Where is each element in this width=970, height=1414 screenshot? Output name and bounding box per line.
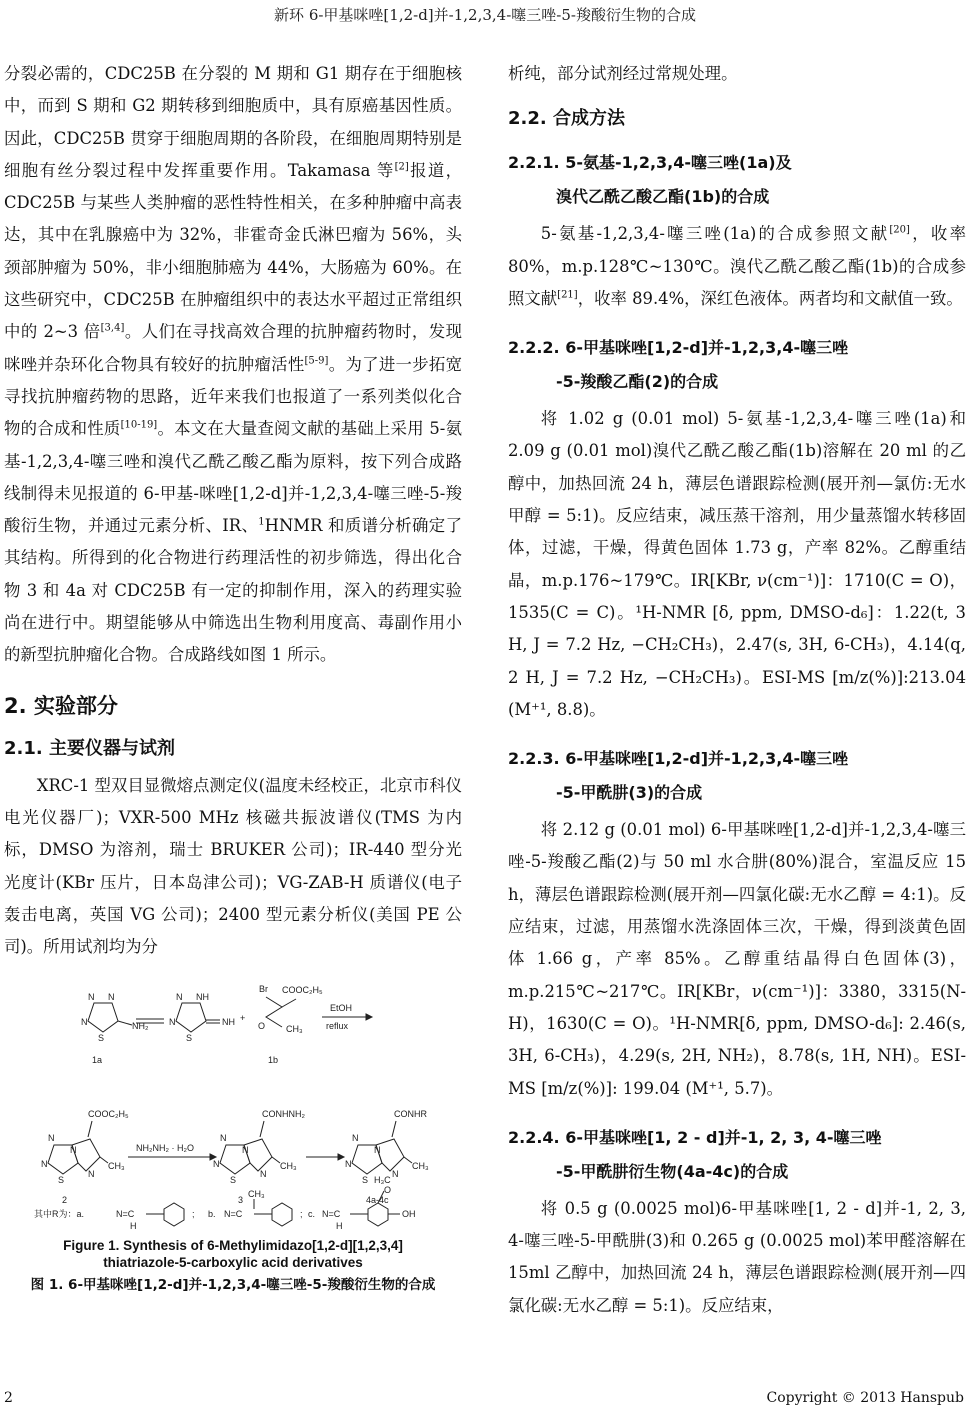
svg-text:S: S [58, 1175, 65, 1186]
svg-text:CONHNH₂: CONHNH₂ [262, 1109, 305, 1120]
citation-21: [21] [557, 289, 578, 301]
svg-text:N: N [88, 1169, 95, 1180]
svg-text:H: H [336, 1221, 343, 1232]
svg-text:CH₃: CH₃ [108, 1161, 125, 1172]
citation-5-9: [5-9] [304, 355, 329, 367]
svg-text:N=C: N=C [322, 1209, 341, 1220]
svg-text:CH₃: CH₃ [248, 1189, 265, 1200]
svg-text:N=C: N=C [116, 1209, 135, 1220]
svg-text:N: N [213, 1159, 220, 1170]
svg-text:;: ; [300, 1209, 303, 1220]
svg-text:N: N [220, 1133, 227, 1144]
svg-text:N: N [169, 1017, 176, 1028]
section-2-2-3-heading: 2.2.3. 6-甲基咪唑[1,2-d]并-1,2,3,4-噻三唑 -5-甲酰肼(3)的合成 [508, 749, 849, 803]
reaction-scheme-diagram [4, 977, 462, 1237]
svg-text:N: N [88, 992, 95, 1003]
svg-text:OH: OH [402, 1209, 416, 1220]
intro-paragraph: 分裂必需的，CDC25B 在分裂的 M 期和 G1 期存在于细胞核中，而到 S 期和 G2 期转移到细胞质中，具有原癌基因性质。因此，CDC25B 贯穿于细胞周期的各阶段，在细胞周期特别是细胞有丝分裂过程中发挥重要作用。Takamasa 等[2]报道，CDC25B 与某些人类肿瘤的恶性特性相关，在多种肿瘤中高表达，其中在乳腺癌中为 32%，非霍奇金氏淋巴瘤为 56%，头颈部肿瘤为 50%，非小细胞肺癌为 44%，大肠癌为 60%。在这些研究中，CDC25B 在肿瘤组织中的表达水平超过正常组织中的 2~3 倍[3,4]。人们在寻找高效合理的抗肿瘤药物时，发现咪唑并杂环化合物具有较好的抗肿瘤活性[5-9]。为了进一步拓宽寻找抗肿瘤药物的思路，近年来我们也报道了一系列类似化合物的合成和性质[10-19]。本文在大量查阅文献的基础上采用 5-氨基-1,2,3,4-噻三唑和溴代乙酰乙酸乙酯为原料，按下列合成路线制得未见报道的 6-甲基-咪唑[1,2-d]并-1,2,3,4-噻三唑-5-羧酸衍生物，并通过元素分析、IR、$^1$HNMR 和质谱分析确定了其结构。所得到的化合物进行药理活性的初步筛选，得出化合物 3 和 4a 对 CDC25B 有一定的抑制作用，深入的药理实验尚在进行中。期望能够从中筛选出生物利用度高、毒副作用小的新型抗肿瘤化合物。合成路线如图 1 所示。 [4, 64, 463, 665]
svg-text:Br: Br [259, 984, 268, 995]
figure-caption-english: Figure 1. Synthesis of 6-Methylimidazo[1,2-d][1,2,3,4] thiatriazole-5-carboxylic acid derivatives [63, 1238, 403, 1271]
svg-text:N: N [392, 1169, 399, 1180]
section-2-2-4-paragraph: 将 0.5 g (0.0025 mol)6-甲基咪唑[1, 2 - d]并-1, 2, 3, 4-噻三唑-5-甲酰肼(3)和 0.265 g (0.0025 mol)苯甲醛溶解在 15ml 乙醇中，加热回流 24 h，薄层色谱跟踪检测(展开剂—四氯化碳:无水乙醇 = 5:1)。反应结束， [508, 1198, 966, 1315]
citation-2: [2] [394, 161, 409, 173]
svg-text:CH₃: CH₃ [412, 1161, 429, 1172]
section-2-2-1-heading: 2.2.1. 5-氨基-1,2,3,4-噻三唑(1a)及 溴代乙酰乙酸乙酯(1b)的合成 [508, 153, 792, 207]
right-column [508, 58, 966, 1322]
svg-text:NH₂: NH₂ [132, 1021, 149, 1032]
svg-text:CH₃: CH₃ [280, 1161, 297, 1172]
carryover-text: 析纯，部分试剂经过常规处理。 [508, 64, 738, 83]
svg-text:N: N [176, 992, 183, 1003]
condition-reflux: reflux [326, 1021, 349, 1032]
svg-text:H₃C: H₃C [374, 1175, 391, 1186]
svg-text:NH: NH [222, 1017, 235, 1028]
section-2-2-2-heading: 2.2.2. 6-甲基咪唑[1,2-d]并-1,2,3,4-噻三唑 -5-羧酸乙酯(2)的合成 [508, 338, 849, 392]
svg-text:b.: b. [208, 1209, 216, 1220]
label-4a-4c: 4a-4c [366, 1195, 389, 1206]
citation-3-4: [3,4] [100, 322, 125, 334]
svg-text:N=C: N=C [224, 1209, 243, 1220]
label-2: 2 [62, 1195, 68, 1206]
compound-1a-tautomer-ring [176, 1003, 206, 1032]
page-number: 2 [4, 1390, 13, 1406]
section-2-2-3-paragraph: 将 2.12 g (0.01 mol) 6-甲基咪唑[1,2-d]并-1,2,3,4-噻三唑-5-羧酸乙酯(2)与 50 ml 水合肼(80%)混合，室温反应 15 h，薄层色谱跟踪检测(展开剂—四氯化碳:无水乙醇 = 4:1)。反应结束，过滤，用蒸馏水洗涤固体三次，干燥，得到淡黄色固体 1.66 g，产率 85%。乙醇重结晶得白色固体(3)，m.p.215℃~217℃。IR[KBr，ν(cm⁻¹)]：3380，3315(N-H)，1630(C = O)。¹H-NMR[δ, ppm, DMSO-d₆]: 2.46(s, 3H, 6-CH₃)，4.29(s, 2H, NH₂)，8.78(s, 1H, NH)。ESI-MS [m/z(%)]: 199.04 (M⁺¹, 5.7)。 [508, 820, 966, 1098]
figure-caption-chinese: 图 1. 6-甲基咪唑[1,2-d]并-1,2,3,4-噻三唑-5-羧酸衍生物的合成 [30, 1277, 436, 1294]
svg-text:N: N [345, 1159, 352, 1170]
section-2-2-4-heading: 2.2.4. 6-甲基咪唑[1, 2 - d]并-1, 2, 3, 4-噻三唑 -5-甲酰肼衍生物(4a-4c)的合成 [508, 1127, 882, 1181]
svg-text:N: N [242, 1145, 249, 1156]
svg-text:CH₃: CH₃ [286, 1024, 303, 1035]
svg-text:+: + [240, 1013, 246, 1024]
svg-text:N: N [41, 1159, 48, 1170]
svg-text:N: N [374, 1145, 381, 1156]
section-2-2-2-paragraph: 将 1.02 g (0.01 mol) 5-氨基-1,2,3,4-噻三唑(1a)和 2.09 g (0.01 mol)溴代乙酰乙酸乙酯(1b)溶解在 20 ml 的乙醇中，加热回流 24 h，薄层色谱跟踪检测(展开剂—氯仿:无水甲醇 = 5:1)。反应结束，减压蒸干溶剂，用少量蒸馏水转移固体，过滤，干燥，得黄色固体 1.73 g，产率 82%。乙醇重结晶，m.p.176~179℃。IR[KBr, ν(cm⁻¹)]：1710(C = O)，1535(C = C)。¹H-NMR [δ, ppm, DMSO-d₆]：1.22(t, 3 H, J = 7.2 Hz, −CH₂CH₃)，2.47(s, 3H, 6-CH₃)，4.14(q, 2 H, J = 7.2 Hz, −CH₂CH₃)。ESI-MS [m/z(%)]:213.04 (M⁺¹, 8.8)。 [508, 409, 966, 719]
citation-10-19: [10-19] [120, 419, 158, 431]
benzene-ring-b [272, 1203, 292, 1226]
section-2-heading: 2. 实验部分 [4, 693, 118, 718]
figure-1-synthesis-scheme [4, 977, 462, 1307]
svg-text:N: N [260, 1169, 267, 1180]
instruments-paragraph: XRC-1 型双目显微熔点测定仪(温度未经校正，北京市科仪电光仪器厂)；VXR-500 MHz 核磁共振波谱仪(TMS 为内标，DMSO 为溶剂，瑞士 BRUKER 公司)；IR-440 型分光光度计(KBr 压片，日本岛津公司)；VG-ZAB-H 质谱仪(电子轰击电离，英国 VG 公司)；2400 型元素分析仪(美国 PE 公司)。所用试剂均为分 [4, 775, 462, 957]
reagent-hydrazine: NH₂NH₂ · H₂O [136, 1143, 194, 1154]
svg-text:;: ; [192, 1209, 195, 1220]
svg-text:CONHR: CONHR [394, 1109, 427, 1120]
svg-text:N: N [352, 1133, 359, 1144]
svg-text:S: S [362, 1175, 369, 1186]
label-1b: 1b [268, 1055, 279, 1066]
section-2-1-heading: 2.1. 主要仪器与试剂 [4, 737, 175, 759]
section-2-2-heading: 2.2. 合成方法 [508, 108, 625, 130]
svg-text:NH: NH [196, 992, 209, 1003]
left-column [4, 58, 462, 1307]
section-2-2-1-paragraph: 5-氨基-1,2,3,4-噻三唑(1a)的合成参照文献[20]，收率 80%，m.p.128℃~130℃。溴代乙酰乙酸乙酯(1b)的合成参照文献[21]，收率 89.4%，深红色液体。两者均和文献值一致。 [508, 224, 966, 308]
label-1a: 1a [92, 1055, 103, 1066]
svg-text:O: O [258, 1021, 266, 1032]
svg-text:N: N [81, 1017, 88, 1028]
copyright-notice: Copyright © 2013 Hanspub [766, 1390, 964, 1406]
svg-text:N: N [70, 1145, 77, 1156]
r-group-legend: 其中R为：a. [34, 1209, 85, 1220]
benzene-ring-c [368, 1203, 388, 1226]
svg-text:S: S [230, 1175, 237, 1186]
compound-1a-ring [88, 1003, 118, 1032]
svg-text:S: S [98, 1033, 105, 1044]
svg-text:H: H [130, 1221, 137, 1232]
running-title: 新环 6-甲基咪唑[1,2-d]并-1,2,3,4-噻三唑-5-羧酸衍生物的合成 [274, 6, 696, 24]
citation-20: [20] [889, 224, 910, 236]
compound-4-ring-b [376, 1139, 404, 1171]
svg-text:N: N [48, 1133, 55, 1144]
benzene-ring-a [164, 1203, 184, 1226]
compound-2-ring-b [72, 1139, 100, 1171]
svg-text:N: N [108, 992, 115, 1003]
svg-text:COOC₂H₅: COOC₂H₅ [282, 985, 323, 996]
reagent-etoh: EtOH [330, 1003, 353, 1014]
svg-text:O: O [384, 1185, 392, 1196]
compound-3-ring-b [244, 1139, 272, 1171]
svg-text:c.: c. [308, 1209, 316, 1220]
svg-text:S: S [186, 1033, 193, 1044]
label-3: 3 [238, 1195, 244, 1206]
svg-text:COOC₂H₅: COOC₂H₅ [88, 1109, 129, 1120]
